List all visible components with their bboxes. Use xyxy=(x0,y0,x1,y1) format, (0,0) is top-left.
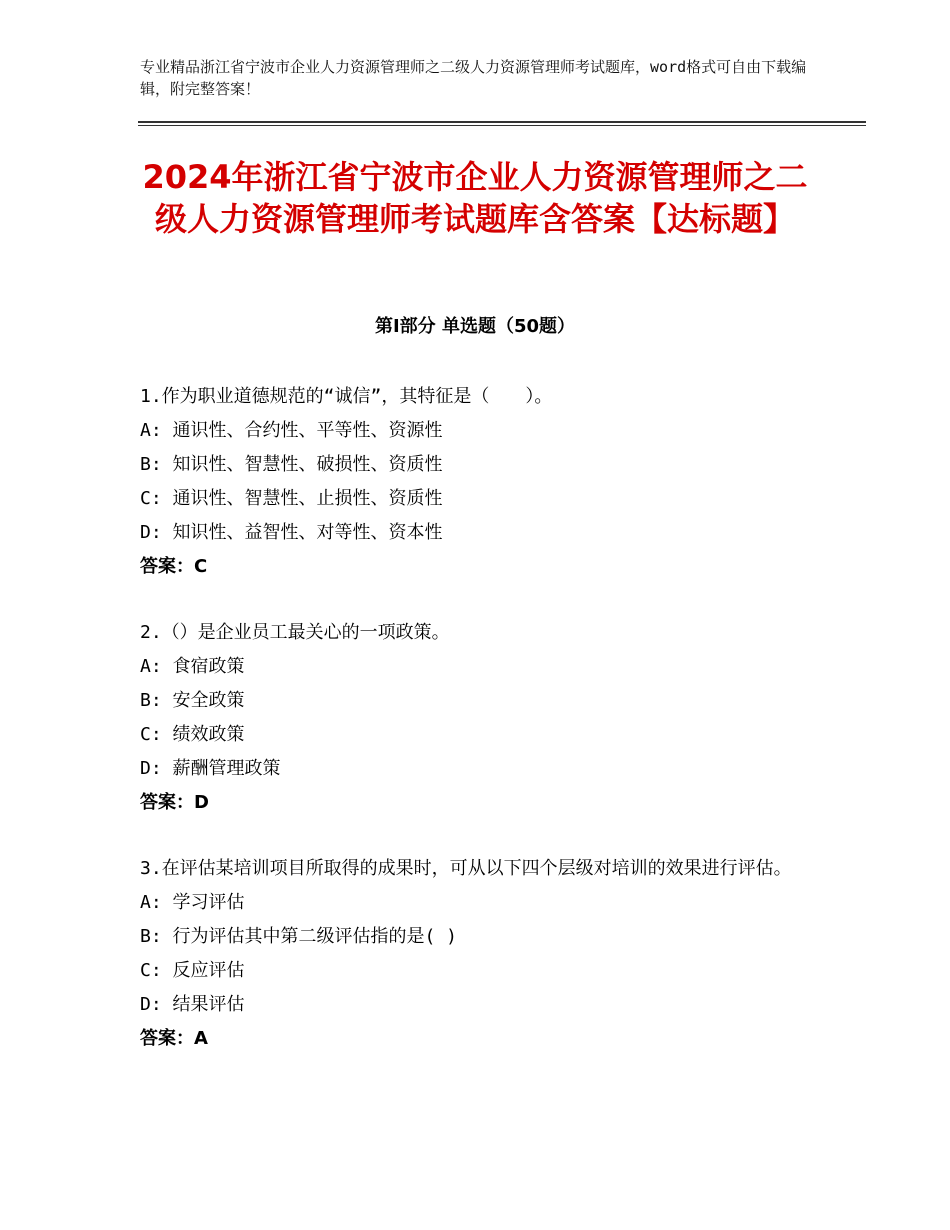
answer: 答案：C xyxy=(140,556,208,577)
option-b: B: 行为评估其中第二级评估指的是( ) xyxy=(140,926,458,947)
header-divider xyxy=(138,121,866,123)
header-divider-thin xyxy=(138,125,866,126)
option-d: D: 知识性、益智性、对等性、资本性 xyxy=(140,522,443,543)
question-stem: 2.（）是企业员工最关心的一项政策。 xyxy=(140,622,450,643)
option-c: C: 反应评估 xyxy=(140,960,245,981)
option-a: A: 食宿政策 xyxy=(140,656,245,677)
question-2 xyxy=(140,616,820,820)
document-title: 2024年浙江省宁波市企业人力资源管理师之二级人力资源管理师考试题库含答案【达标题】 xyxy=(142,158,808,238)
option-c: C: 通识性、智慧性、止损性、资质性 xyxy=(140,488,443,509)
option-a: A: 通识性、合约性、平等性、资源性 xyxy=(140,420,443,441)
answer: 答案：A xyxy=(140,1028,208,1049)
option-b: B: 知识性、智慧性、破损性、资质性 xyxy=(140,454,443,475)
option-c: C: 绩效政策 xyxy=(140,724,245,745)
option-a: A: 学习评估 xyxy=(140,892,245,913)
option-b: B: 安全政策 xyxy=(140,690,245,711)
question-stem: 1.作为职业道德规范的“诚信”，其特征是（ ）。 xyxy=(140,386,553,407)
option-d: D: 结果评估 xyxy=(140,994,245,1015)
question-list xyxy=(140,380,820,1088)
question-stem: 3.在评估某培训项目所取得的成果时，可从以下四个层级对培训的效果进行评估。 xyxy=(140,858,792,879)
section-title: 第Ⅰ部分 单选题（50题） xyxy=(374,316,575,337)
question-1 xyxy=(140,380,820,584)
header-note: 专业精品浙江省宁波市企业人力资源管理师之二级人力资源管理师考试题库，word格式可自由下载编辑，附完整答案！ xyxy=(140,58,807,98)
answer: 答案：D xyxy=(140,792,209,813)
option-d: D: 薪酬管理政策 xyxy=(140,758,281,779)
question-3 xyxy=(140,852,820,1056)
